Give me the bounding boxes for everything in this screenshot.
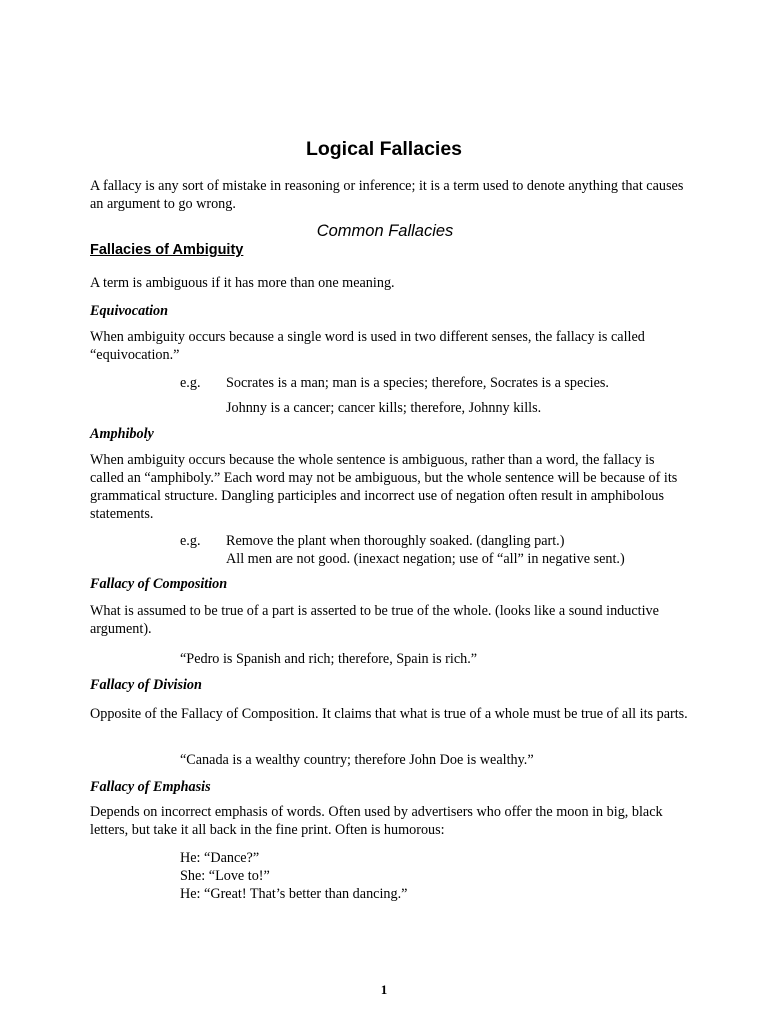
emphasis-dialogue-3: He: “Great! That’s better than dancing.” bbox=[180, 886, 408, 902]
equivocation-text: When ambiguity occurs because a single word is used in two different senses, the fallacy is called “equivocation.” bbox=[90, 329, 645, 363]
composition-text: What is assumed to be true of a part is asserted to be true of the whole. (looks like a sound inductive argument). bbox=[90, 603, 659, 637]
division-example: “Canada is a wealthy country; therefore John Doe is wealthy.” bbox=[180, 752, 534, 768]
equivocation-heading: Equivocation bbox=[90, 303, 169, 319]
section-heading: Fallacies of Ambiguity bbox=[90, 242, 244, 258]
division-text: Opposite of the Fallacy of Composition. It claims that what is true of a whole must be true of all its parts. bbox=[90, 706, 688, 722]
equivocation-eg-label: e.g. bbox=[180, 375, 201, 391]
emphasis-dialogue-2: She: “Love to!” bbox=[180, 868, 270, 884]
emphasis-text: Depends on incorrect emphasis of words. Often used by advertisers who offer the moon in big, black letters, but take it all back in the fine print. Often is humorous: bbox=[90, 804, 663, 838]
amphiboly-text: When ambiguity occurs because the whole sentence is ambiguous, rather than a word, the fallacy is called an “amphiboly.” Each word may not be ambiguous, but the whole sentence will be because of its grammatical structure. Dangling participles and incorrect use of negation often result in amphibolous statements. bbox=[90, 452, 678, 522]
equivocation-example-1: Socrates is a man; man is a species; therefore, Socrates is a species. bbox=[226, 375, 609, 391]
subtitle: Common Fallacies bbox=[316, 222, 454, 240]
page-number: 1 bbox=[380, 982, 388, 997]
section-intro: A term is ambiguous if it has more than one meaning. bbox=[90, 275, 395, 291]
page-title: Logical Fallacies bbox=[305, 138, 463, 160]
amphiboly-example-2: All men are not good. (inexact negation; use of “all” in negative sent.) bbox=[226, 551, 625, 567]
composition-example: “Pedro is Spanish and rich; therefore, Spain is rich.” bbox=[180, 651, 478, 667]
amphiboly-example-1: Remove the plant when thoroughly soaked. (dangling part.) bbox=[226, 533, 565, 549]
division-heading: Fallacy of Division bbox=[90, 677, 202, 693]
amphiboly-eg-label: e.g. bbox=[180, 533, 201, 549]
emphasis-dialogue-1: He: “Dance?” bbox=[180, 850, 260, 866]
intro-paragraph: A fallacy is any sort of mistake in reasoning or inference; it is a term used to denote anything that causes an argument to go wrong. bbox=[90, 178, 684, 212]
emphasis-heading: Fallacy of Emphasis bbox=[90, 779, 211, 795]
amphiboly-heading: Amphiboly bbox=[90, 426, 154, 442]
equivocation-example-2: Johnny is a cancer; cancer kills; therefore, Johnny kills. bbox=[226, 400, 542, 416]
composition-heading: Fallacy of Composition bbox=[90, 576, 228, 592]
